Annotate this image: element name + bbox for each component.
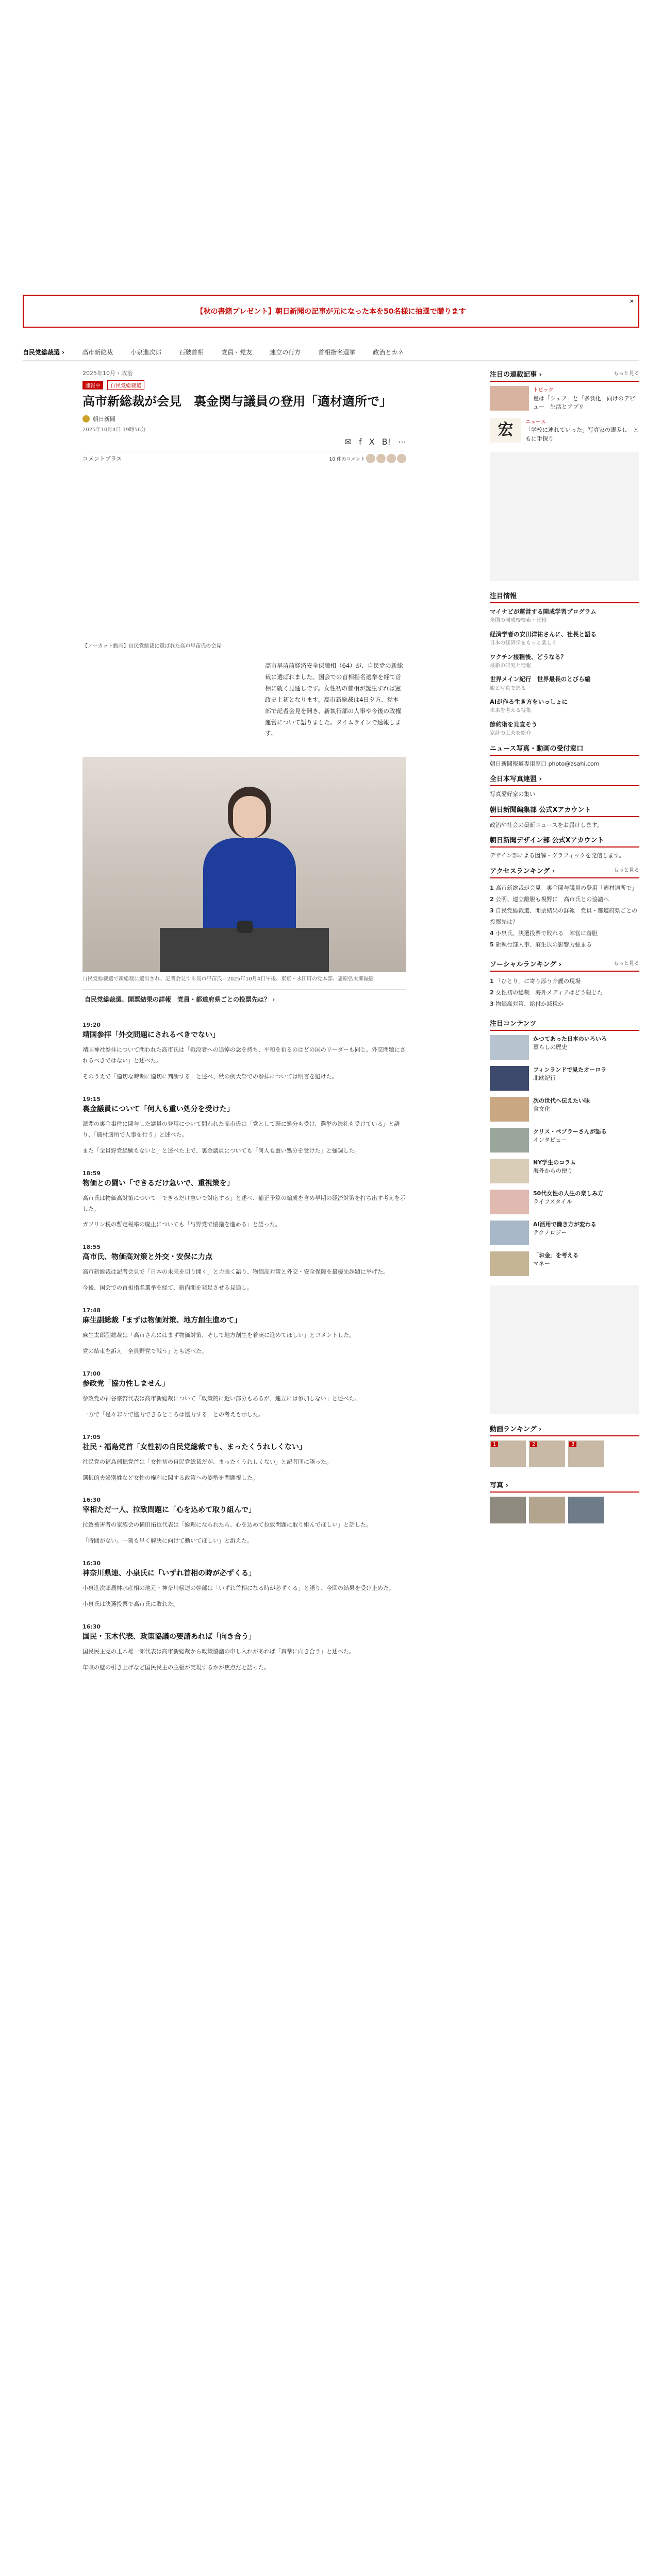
pr-header bbox=[490, 590, 639, 603]
entry-time: 18:55 bbox=[82, 1244, 101, 1251]
hot-series-header bbox=[490, 369, 639, 382]
more-icon[interactable]: ⋯ bbox=[398, 437, 406, 447]
all-sub: 写真愛好家の集い bbox=[490, 791, 535, 798]
pr-item-title: ワクチン接種後、どうなる？ bbox=[490, 653, 567, 660]
rank-title: 小泉氏、決選投票で敗れる 陣営に落胆 bbox=[495, 929, 598, 937]
article-title: 高市新総裁が会見 裏金関与議員の登用「適材適所で」 bbox=[82, 394, 392, 409]
entry-paragraph: 社民党の福島瑞穂党首は「女性初の自民党総裁だが、まったくうれしくない」と記者団に語った。 bbox=[82, 1458, 332, 1465]
timeline-entry bbox=[82, 1497, 406, 1547]
sns2-title[interactable]: 朝日新聞デザイン部 公式Xアカウント bbox=[490, 837, 604, 844]
timeline-entry bbox=[82, 1560, 406, 1610]
sns2-header bbox=[490, 835, 639, 848]
article-lead: 高市早苗前経済安全保障相（64）が、自民党の新総裁に選ばれました。国会での首相指名選挙を経て首相に就く見通しです。女性初の首相が誕生すれば憲政史上初となります。高市新総裁は4日夕方、党本部で記者会見を開き、新執行部の人事や今後の政権運営について語りました。タイムラインで速報します。 bbox=[265, 662, 403, 737]
video-thumb[interactable] bbox=[529, 1440, 565, 1467]
thumbnail: 宏 bbox=[490, 418, 521, 443]
content-item[interactable] bbox=[490, 1251, 639, 1276]
pr-item[interactable] bbox=[490, 653, 639, 670]
content-item-sub: マネー bbox=[533, 1260, 550, 1267]
entry-title: 裏金議員について「何人も重い処分を受けた」 bbox=[82, 1105, 234, 1113]
pr-item[interactable] bbox=[490, 675, 639, 692]
more-link[interactable]: もっと見る bbox=[614, 960, 639, 967]
category-item[interactable]: 政治とカネ bbox=[373, 349, 404, 356]
rank-title: 新執行部人事、麻生氏の影響力強まる bbox=[495, 941, 592, 948]
related-link[interactable]: 自民党総裁選、開票結果の詳報 党員・都道府県ごとの投票先は？ › bbox=[82, 989, 406, 1009]
thumbnail bbox=[490, 1221, 529, 1245]
ranking-item[interactable] bbox=[490, 894, 639, 905]
ranking-item[interactable] bbox=[490, 883, 639, 894]
promo-text: 【秋の書籍プレゼント】朝日新聞の記事が元になった本を50名様に抽選で贈ります bbox=[196, 308, 466, 316]
content-item[interactable] bbox=[490, 1035, 639, 1060]
social-ranking-list bbox=[490, 976, 639, 1010]
entry-paragraph: 国民民主党の玉木雄一郎代表は高市新総裁から政策協議の申し入れがあれば「真摯に向き合う」と述べた。 bbox=[82, 1648, 355, 1655]
entry-title: 高市氏、物価高対策と外交・安保に力点 bbox=[82, 1253, 212, 1262]
content-header bbox=[490, 1018, 639, 1031]
entry-paragraph: 高市新総裁は記者会見で「日本の未来を切り開く」と力強く語り、物価高対策と外交・安全保障を最優先課題に挙げた。 bbox=[82, 1268, 389, 1276]
timeline-entry bbox=[82, 1623, 406, 1673]
entry-time: 19:20 bbox=[82, 1022, 101, 1029]
avatar bbox=[366, 454, 375, 463]
photo-header bbox=[490, 1480, 639, 1493]
entry-paragraph: 選択的夫婦別姓など女性の権利に関する政策への姿勢を問題視した。 bbox=[82, 1474, 258, 1481]
entry-paragraph: 靖国神社参拝について問われた高市氏は「戦没者への追悼の念を持ち、平和を祈るのはどの国のリーダーも同じ。外交問題にされるべきではない」と述べた。 bbox=[82, 1046, 406, 1064]
sns2-body: デザイン部による図解・グラフィックを発信します。 bbox=[490, 852, 625, 859]
content-item-sub: 暮らしの歴史 bbox=[533, 1044, 567, 1050]
timeline-entry bbox=[82, 1022, 406, 1082]
video-ranking-row bbox=[490, 1440, 639, 1467]
breadcrumb[interactable]: 2025年10月 › 政治 bbox=[82, 370, 133, 377]
x-icon[interactable]: X bbox=[369, 437, 375, 447]
author-name[interactable]: 朝日新聞 bbox=[93, 416, 115, 423]
entry-paragraph: 一方で「是々非々で協力できるところは協力する」との考えも示した。 bbox=[82, 1411, 264, 1418]
rank-number: 2 bbox=[490, 989, 494, 996]
entry-paragraph: 拉致被害者の家族会の横田拓也代表は「総理になられたら、心を込めて拉致問題に取り組んでほしい」と話した。 bbox=[82, 1521, 372, 1529]
rank-number: 1 bbox=[490, 977, 494, 985]
rank-title: 女性初の総裁 海外メディアはどう報じた bbox=[495, 989, 603, 996]
entry-paragraph: 参政党の神谷宗幣代表は高市新総裁について「政策的に近い部分もあるが、連立には参加しない」と述べた。 bbox=[82, 1395, 360, 1402]
content-item-title: クリス・ペプラーさんが語る bbox=[533, 1128, 607, 1135]
entry-time: 17:00 bbox=[82, 1370, 101, 1377]
rank-title: 「ひとり」に寄り添う介護の現場 bbox=[495, 977, 581, 985]
item-title: 「学校に連れていった」写真家の眼差し ともに手探り bbox=[525, 427, 639, 442]
top-blank-area bbox=[0, 0, 662, 289]
timeline-entry bbox=[82, 1370, 406, 1420]
entry-paragraph: 「時間がない。一刻も早く解決に向けて動いてほしい」と訴えた。 bbox=[82, 1537, 253, 1545]
hot-series-item[interactable] bbox=[490, 418, 639, 444]
entry-paragraph: 党の結束を訴え「全員野党で戦う」とも述べた。 bbox=[82, 1347, 207, 1354]
entry-time: 19:15 bbox=[82, 1095, 101, 1103]
topic-badge[interactable]: 自民党総裁選 bbox=[107, 380, 144, 390]
sns1-title[interactable]: 朝日新聞編集部 公式Xアカウント bbox=[490, 806, 591, 814]
entry-paragraph: 高市氏は物価高対策について「できるだけ急いで対応する」と述べ、補正予算の編成を含め早期の経済対策を打ち出す考えを示した。 bbox=[82, 1194, 406, 1212]
pr-title: 注目情報 bbox=[490, 592, 517, 600]
face bbox=[233, 796, 266, 838]
category-item[interactable]: 小泉進次郎 bbox=[130, 349, 162, 356]
pr-item-title: 経済学者の安田洋祐さんに、社長と語る bbox=[490, 630, 597, 638]
rank-number: 1 bbox=[490, 884, 494, 891]
content-title: 注目コンテンツ bbox=[490, 1020, 537, 1028]
timeline-entry bbox=[82, 1307, 406, 1357]
podium bbox=[160, 928, 329, 972]
promo-banner[interactable] bbox=[23, 295, 639, 328]
thumbnail bbox=[490, 1251, 529, 1276]
entry-time: 17:05 bbox=[82, 1433, 101, 1440]
content-item-title: NY学生のコラム bbox=[533, 1159, 576, 1166]
sns1-header bbox=[490, 804, 639, 817]
category-item[interactable]: 連立の行方 bbox=[270, 349, 301, 356]
item-tag: トピック bbox=[533, 387, 554, 393]
author-avatar bbox=[82, 415, 90, 422]
category-item[interactable]: 石破首相 bbox=[179, 349, 204, 356]
thumbnail bbox=[490, 1035, 529, 1060]
avatar bbox=[376, 454, 386, 463]
content-item-sub: ライフスタイル bbox=[533, 1198, 572, 1205]
rank-number: 3 bbox=[490, 1000, 494, 1007]
content-item[interactable] bbox=[490, 1190, 639, 1214]
share-bar bbox=[82, 437, 406, 447]
commenter-avatars bbox=[329, 454, 407, 463]
more-link[interactable]: もっと見る bbox=[614, 867, 639, 873]
category-nav bbox=[23, 344, 639, 361]
rank-number: 2 bbox=[490, 895, 494, 903]
hot-series-title[interactable]: 注目の連載記事 › bbox=[490, 371, 542, 379]
sns1-body: 政治や社会の最新ニュースをお届けします。 bbox=[490, 821, 603, 828]
news-sub[interactable]: 朝日新聞報道専用窓口 photo@asahi.com bbox=[490, 760, 600, 767]
timeline bbox=[82, 1022, 406, 1673]
content-item-title: 次の世代へ伝えたい味 bbox=[533, 1097, 590, 1104]
rank-title: 高市新総裁が会見 裏金関与議員の登用「適材適所で」 bbox=[495, 884, 638, 891]
rank-number: 2 bbox=[530, 1442, 537, 1447]
photo-thumb[interactable] bbox=[490, 1497, 526, 1523]
timeline-entry bbox=[82, 1170, 406, 1231]
access-ranking-title[interactable]: アクセスランキング › bbox=[490, 867, 555, 875]
ranking-item[interactable] bbox=[490, 998, 639, 1010]
content-item[interactable] bbox=[490, 1066, 639, 1091]
content-item-sub: 食文化 bbox=[533, 1106, 550, 1112]
rank-title: 自民党総裁選、開票結果の詳報 党員・都道府県ごとの投票先は？ bbox=[490, 907, 638, 925]
hatena-icon[interactable]: B! bbox=[382, 437, 391, 447]
timeline-entry bbox=[82, 1096, 406, 1157]
pr-item-sub: 日本の経済学をもっと楽しく bbox=[490, 640, 557, 646]
all-header bbox=[490, 773, 639, 786]
entry-title: 靖国参拝「外交問題にされるべきでない」 bbox=[82, 1031, 220, 1040]
entry-paragraph: 麻生太郎副総裁は「高市さんにはまず物価対策、そして地方創生を着実に進めてほしい」とコメントした。 bbox=[82, 1332, 355, 1339]
content-item-title: 50代女性の人生の楽しみ方 bbox=[533, 1190, 604, 1197]
content-item-title: 「お金」を考える bbox=[533, 1251, 578, 1259]
sidebar bbox=[490, 369, 639, 1523]
author-row[interactable] bbox=[82, 415, 406, 423]
entry-paragraph: 年収の壁の引き上げなど国民民主の主張が実現するかが焦点だと語った。 bbox=[82, 1664, 270, 1671]
comment-count: 10 件のコメント bbox=[329, 456, 365, 463]
thumbnail bbox=[490, 1190, 529, 1214]
rank-number: 3 bbox=[569, 1442, 576, 1447]
thumbnail bbox=[490, 386, 529, 411]
entry-time: 18:59 bbox=[82, 1170, 101, 1177]
content-item-title: かつてあった日本のいろいろ bbox=[533, 1035, 607, 1042]
access-ranking-header bbox=[490, 866, 639, 878]
timeline-entry bbox=[82, 1244, 406, 1294]
pr-item-sub: 全国の開成校検索・比較 bbox=[490, 618, 547, 624]
entry-title: 社民・福島党首「女性初の自民党総裁でも、まったくうれしくない」 bbox=[82, 1443, 306, 1451]
social-ranking-title[interactable]: ソーシャルランキング › bbox=[490, 960, 561, 969]
article-main bbox=[82, 369, 406, 1687]
entry-title: 麻生副総裁「まずは物価対策、地方創生進めて」 bbox=[82, 1316, 241, 1325]
close-icon[interactable]: × bbox=[629, 298, 634, 304]
pr-item-title: AIが作る生き方をいっしょに bbox=[490, 698, 568, 705]
category-item[interactable]: 自民党総裁選 › bbox=[23, 349, 65, 356]
content-item-sub: テクノロジー bbox=[533, 1229, 567, 1236]
pr-item[interactable] bbox=[490, 607, 639, 625]
avatar bbox=[397, 454, 406, 463]
video-caption: 【ノーカット動画】自民党総裁に選ばれた高市早苗氏の会見 bbox=[82, 643, 222, 650]
content-item[interactable] bbox=[490, 1221, 639, 1245]
pr-item-sub: 旅と写真で巡る bbox=[490, 685, 526, 691]
ranking-item[interactable] bbox=[490, 928, 639, 939]
entry-time: 16:30 bbox=[82, 1560, 101, 1567]
category-item[interactable]: 首相指名選挙 bbox=[318, 349, 356, 356]
entry-title: 物価との闘い「できるだけ急いで、重視策を」 bbox=[82, 1179, 234, 1188]
content-item[interactable] bbox=[490, 1097, 639, 1122]
video-ranking-title[interactable]: 動画ランキング › bbox=[490, 1425, 542, 1433]
content-item-sub: 北欧紀行 bbox=[533, 1075, 556, 1081]
entry-paragraph: 今後、国会での首相指名選挙を経て、新内閣を発足させる見通し。 bbox=[82, 1284, 253, 1292]
content-item-title: AI活用で働き方が変わる bbox=[533, 1221, 597, 1228]
photo-thumb[interactable] bbox=[529, 1497, 565, 1523]
rank-number: 5 bbox=[490, 941, 494, 948]
category-item[interactable]: 高市新総裁 bbox=[82, 349, 113, 356]
photo-row bbox=[490, 1497, 639, 1523]
video-thumb[interactable] bbox=[490, 1440, 526, 1467]
item-title: 夏は「シェア」と「多食化」向けのデビュー 生活とアプリ bbox=[533, 395, 635, 410]
microphone bbox=[237, 921, 253, 933]
entry-time: 17:48 bbox=[82, 1307, 101, 1314]
speaker-figure bbox=[203, 787, 296, 936]
ranking-item[interactable] bbox=[490, 987, 639, 998]
entry-paragraph: 小泉進次郎農林水産相の地元・神奈川県連の幹部は「いずれ首相になる時が必ずくる」と語り、今回の結果を受け止めた。 bbox=[82, 1585, 394, 1592]
entry-paragraph: また「全員野党経験もないと」と述べた上で、裏金議員についても「何人も重い処分を受けた」と強調した。 bbox=[82, 1147, 360, 1154]
photo-caption: 自民党総裁選で新総裁に選出され、記者会見する高市早苗氏＝2025年10月4日午後、東京・永田町の党本部、恵原弘太郎撮影 bbox=[82, 976, 374, 982]
ranking-item[interactable] bbox=[490, 976, 639, 987]
content-item[interactable] bbox=[490, 1159, 639, 1183]
article-photo[interactable] bbox=[82, 757, 406, 972]
entry-paragraph: そのうえで「適切な時期に適切に判断する」と述べ、秋の例大祭での参拝については明言を避けた。 bbox=[82, 1073, 338, 1080]
rank-number: 4 bbox=[490, 929, 494, 937]
content-item[interactable] bbox=[490, 1128, 639, 1153]
thumbnail bbox=[490, 1128, 529, 1153]
pr-item-title: 節約術を見直そう bbox=[490, 720, 537, 728]
news-title[interactable]: ニュース写真・動画の受付窓口 bbox=[490, 744, 584, 753]
pr-item-title: 世界メイン紀行 世界最長のとびら編 bbox=[490, 675, 591, 683]
mail-icon[interactable]: ✉ bbox=[344, 437, 352, 447]
content-item-sub: 海外からの便り bbox=[533, 1167, 573, 1174]
live-badge: 速報中 bbox=[82, 381, 103, 389]
pr-item-sub: 最新の研究と情報 bbox=[490, 663, 531, 669]
facebook-icon[interactable]: f bbox=[359, 437, 362, 447]
ranking-item[interactable] bbox=[490, 939, 639, 951]
pr-item-sub: 家計の工夫を紹介 bbox=[490, 731, 531, 736]
entry-title: 神奈川県連、小泉氏に「いずれ首相の時が必ずくる」 bbox=[82, 1569, 256, 1578]
social-ranking-header bbox=[490, 959, 639, 972]
rank-title: 公明、連立離脱も視野に 高市氏との協議へ bbox=[495, 895, 609, 903]
ad-slot[interactable] bbox=[490, 452, 639, 581]
access-ranking-list bbox=[490, 883, 639, 951]
entry-paragraph: ガソリン税の暫定税率の廃止についても「与野党で協議を進める」と語った。 bbox=[82, 1221, 281, 1228]
publish-date: 2025年10月4日 19時56分 bbox=[82, 427, 146, 433]
all-title[interactable]: 全日本写真連盟 › bbox=[490, 775, 542, 783]
hot-series-item[interactable] bbox=[490, 386, 639, 412]
entry-title: 国民・玉木代表、政策協議の要請あれば「向き合う」 bbox=[82, 1633, 256, 1641]
thumbnail bbox=[490, 1066, 529, 1091]
thumbnail bbox=[490, 1159, 529, 1183]
video-ranking-header bbox=[490, 1423, 639, 1436]
entry-paragraph: 派閥の裏金事件に関与した議員の登用について問われた高市氏は「党として既に処分も受け、選挙の洗礼も受けている」と語り、「適材適所で人事を行う」と述べた。 bbox=[82, 1120, 400, 1138]
photo-title[interactable]: 写真 › bbox=[490, 1481, 508, 1489]
ranking-item[interactable] bbox=[490, 905, 639, 928]
rank-title: 物価高対策、給付か減税か bbox=[495, 1000, 564, 1007]
video-thumb[interactable] bbox=[568, 1440, 604, 1467]
avatar bbox=[387, 454, 396, 463]
pr-item[interactable] bbox=[490, 720, 639, 738]
pr-item[interactable] bbox=[490, 698, 639, 715]
category-item[interactable]: 党員・党友 bbox=[221, 349, 253, 356]
news-header bbox=[490, 743, 639, 756]
item-tag: ニュース bbox=[525, 419, 546, 425]
comment-plus-label[interactable]: コメントプラス bbox=[82, 455, 122, 463]
rank-number: 1 bbox=[491, 1442, 498, 1447]
more-link[interactable]: もっと見る bbox=[614, 371, 639, 377]
ad-slot[interactable] bbox=[490, 1285, 639, 1414]
content-item-sub: インタビュー bbox=[533, 1137, 567, 1143]
pr-item[interactable] bbox=[490, 630, 639, 648]
timeline-entry bbox=[82, 1434, 406, 1484]
entry-title: 宰相ただ一人、拉致問題に「心を込めて取り組んで」 bbox=[82, 1506, 256, 1515]
entry-time: 16:30 bbox=[82, 1623, 101, 1630]
entry-title: 参政党「協力性しません」 bbox=[82, 1379, 169, 1388]
thumbnail bbox=[490, 1097, 529, 1122]
content-item-title: フィンランドで見たオーロラ bbox=[533, 1066, 607, 1073]
video-area bbox=[82, 466, 406, 641]
entry-paragraph: 小泉氏は決選投票で高市氏に敗れた。 bbox=[82, 1601, 179, 1608]
pr-item-title: マイナビが運営する開成学習プログラム bbox=[490, 608, 597, 615]
rank-number: 3 bbox=[490, 907, 494, 914]
entry-time: 16:30 bbox=[82, 1497, 101, 1504]
photo-thumb[interactable] bbox=[568, 1497, 604, 1523]
comment-plus-bar[interactable] bbox=[82, 451, 406, 466]
pr-item-sub: 未来を考える特集 bbox=[490, 708, 531, 714]
